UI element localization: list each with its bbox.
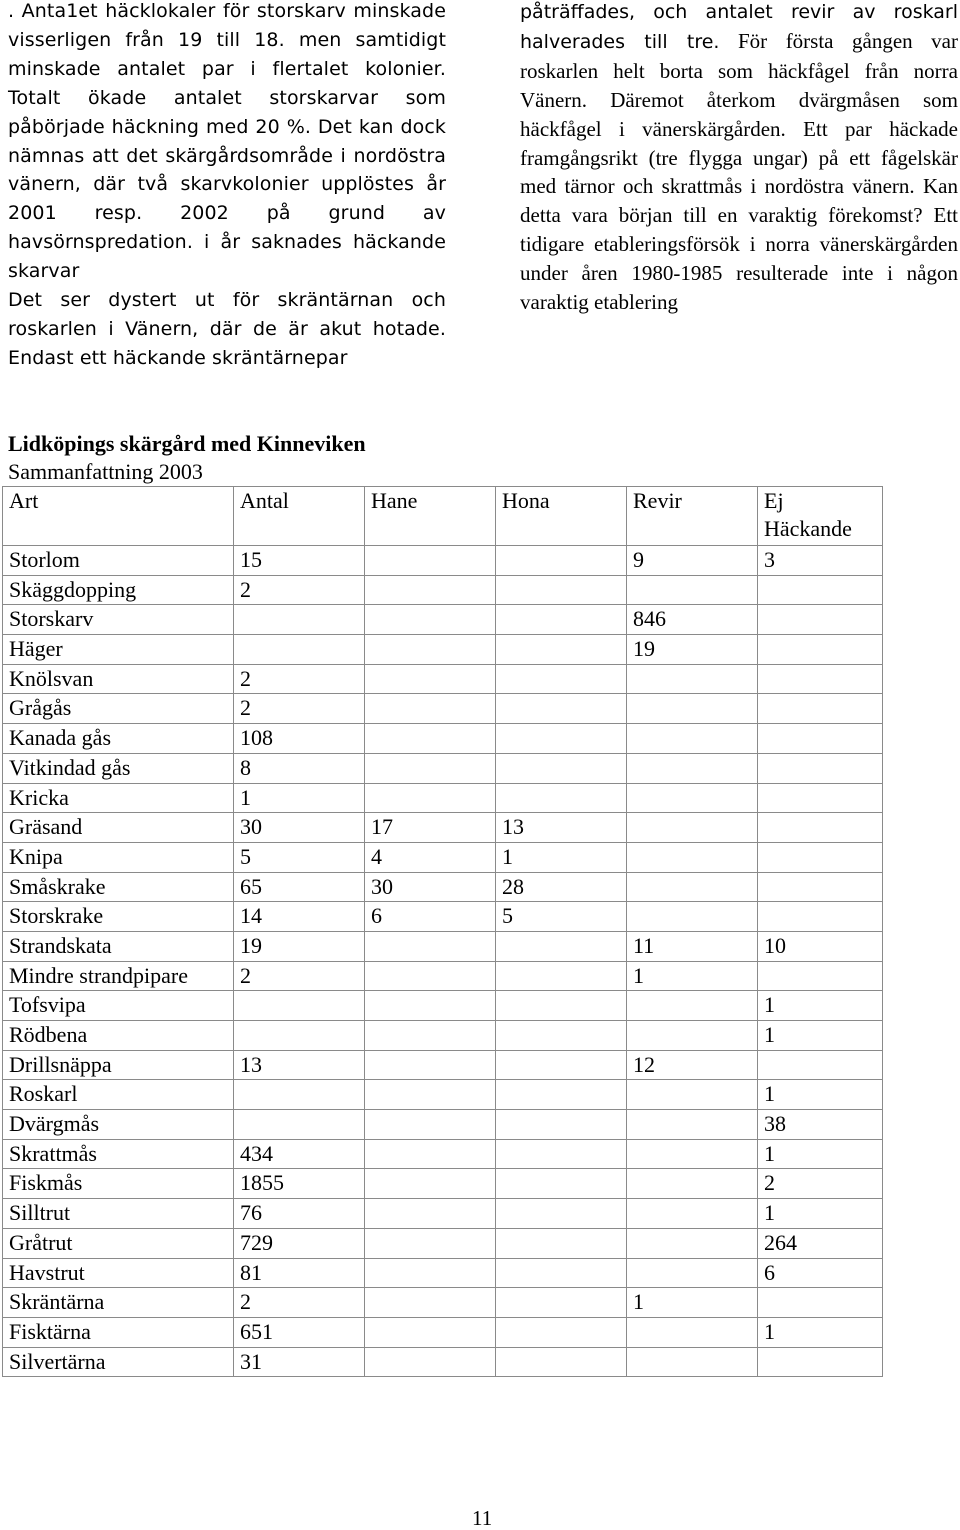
cell-revir [627, 1258, 758, 1288]
table-row [3, 575, 883, 605]
cell-art: Silltrut [3, 1199, 234, 1229]
cell-antal: 19 [234, 931, 365, 961]
cell-art: Storlom [3, 546, 234, 576]
cell-ej-hackande: 6 [758, 1258, 883, 1288]
cell-ej-hackande [758, 605, 883, 635]
cell-hane [365, 694, 496, 724]
header-ej-hackande [758, 487, 883, 546]
cell-ej-hackande: 264 [758, 1228, 883, 1258]
cell-ej-hackande [758, 1050, 883, 1080]
cell-hane [365, 753, 496, 783]
table-row [3, 1169, 883, 1199]
cell-art: Häger [3, 635, 234, 665]
cell-hona: 13 [496, 813, 627, 843]
table-row [3, 813, 883, 843]
table-row [3, 1110, 883, 1140]
table-row [3, 1080, 883, 1110]
cell-antal: 651 [234, 1317, 365, 1347]
cell-hona [496, 1199, 627, 1229]
cell-hona [496, 1288, 627, 1318]
cell-antal [234, 1021, 365, 1051]
cell-art: Grågås [3, 694, 234, 724]
cell-art: Kanada gås [3, 724, 234, 754]
cell-art: Knölsvan [3, 664, 234, 694]
cell-art: Skrattmås [3, 1139, 234, 1169]
cell-revir: 11 [627, 931, 758, 961]
cell-ej-hackande: 1 [758, 1317, 883, 1347]
cell-art: Vitkindad gås [3, 753, 234, 783]
cell-ej-hackande [758, 635, 883, 665]
cell-ej-hackande: 1 [758, 1199, 883, 1229]
cell-ej-hackande: 10 [758, 931, 883, 961]
cell-antal [234, 635, 365, 665]
cell-revir [627, 1110, 758, 1140]
cell-hane [365, 1021, 496, 1051]
cell-hane [365, 1228, 496, 1258]
cell-hona [496, 724, 627, 754]
cell-art: Mindre strandpipare [3, 961, 234, 991]
cell-ej-hackande: 38 [758, 1110, 883, 1140]
cell-art: Knipa [3, 842, 234, 872]
cell-hane [365, 724, 496, 754]
cell-hane [365, 1169, 496, 1199]
cell-hona [496, 605, 627, 635]
cell-revir [627, 1139, 758, 1169]
cell-antal [234, 1110, 365, 1140]
cell-antal: 108 [234, 724, 365, 754]
cell-hona [496, 1317, 627, 1347]
cell-art: Gräsand [3, 813, 234, 843]
cell-revir: 1 [627, 1288, 758, 1318]
cell-antal: 15 [234, 546, 365, 576]
cell-revir [627, 842, 758, 872]
cell-ej-hackande [758, 1288, 883, 1318]
cell-antal: 30 [234, 813, 365, 843]
cell-revir [627, 1317, 758, 1347]
table-row [3, 902, 883, 932]
section-title: Lidköpings skärgård med Kinneviken [8, 431, 366, 456]
cell-art: Kricka [3, 783, 234, 813]
cell-hane [365, 1080, 496, 1110]
cell-ej-hackande [758, 724, 883, 754]
cell-revir [627, 813, 758, 843]
cell-hane: 17 [365, 813, 496, 843]
cell-hane [365, 1258, 496, 1288]
cell-art: Gråtrut [3, 1228, 234, 1258]
cell-hona [496, 783, 627, 813]
cell-revir [627, 783, 758, 813]
cell-art: Småskrake [3, 872, 234, 902]
cell-hona [496, 1169, 627, 1199]
cell-antal: 2 [234, 664, 365, 694]
header-hona: Hona [496, 487, 627, 546]
header-hackande: Häckande [764, 516, 852, 541]
section-subtitle: Sammanfattning 2003 [8, 459, 203, 484]
cell-art: Fisktärna [3, 1317, 234, 1347]
right-text-column [520, 0, 958, 317]
cell-ej-hackande: 1 [758, 1021, 883, 1051]
table-body [3, 546, 883, 1377]
table-row [3, 694, 883, 724]
table-row [3, 783, 883, 813]
table-row [3, 1139, 883, 1169]
cell-art: Tofsvipa [3, 991, 234, 1021]
cell-hane [365, 1288, 496, 1318]
cell-antal: 81 [234, 1258, 365, 1288]
cell-antal: 13 [234, 1050, 365, 1080]
cell-hane [365, 991, 496, 1021]
header-ej: Ej [764, 488, 784, 513]
cell-revir: 19 [627, 635, 758, 665]
cell-hane [365, 1347, 496, 1377]
table-row [3, 842, 883, 872]
cell-antal: 1 [234, 783, 365, 813]
cell-art: Dvärgmås [3, 1110, 234, 1140]
cell-revir [627, 1228, 758, 1258]
table-row [3, 1050, 883, 1080]
cell-antal: 2 [234, 1288, 365, 1318]
left-paragraph-2: Det ser dystert ut för skräntärnan och roskarlen i Vänern, där de är akut hotade. Endast ett häckande skräntärnepar [8, 289, 446, 369]
cell-art: Silvertärna [3, 1347, 234, 1377]
table-row [3, 546, 883, 576]
header-revir: Revir [627, 487, 758, 546]
cell-hane [365, 961, 496, 991]
cell-hane: 4 [365, 842, 496, 872]
cell-ej-hackande: 2 [758, 1169, 883, 1199]
cell-art: Strandskata [3, 931, 234, 961]
cell-hona [496, 931, 627, 961]
table-row [3, 991, 883, 1021]
cell-ej-hackande [758, 664, 883, 694]
cell-revir [627, 1169, 758, 1199]
cell-antal: 434 [234, 1139, 365, 1169]
cell-revir: 1 [627, 961, 758, 991]
cell-ej-hackande [758, 575, 883, 605]
cell-hane [365, 664, 496, 694]
cell-antal: 31 [234, 1347, 365, 1377]
cell-hona [496, 1228, 627, 1258]
cell-art: Havstrut [3, 1258, 234, 1288]
table-row [3, 664, 883, 694]
cell-ej-hackande: 1 [758, 1139, 883, 1169]
cell-ej-hackande [758, 1347, 883, 1377]
cell-hona: 28 [496, 872, 627, 902]
cell-revir [627, 575, 758, 605]
page-number: 11 [472, 1506, 493, 1530]
cell-hona [496, 991, 627, 1021]
table-row [3, 1199, 883, 1229]
cell-ej-hackande [758, 813, 883, 843]
cell-revir [627, 1021, 758, 1051]
right-paragraph-serif: För första gången var roskarlen helt borta som häckfågel från norra Vänern. Däremot återkom dvärgmåsen som häckfågel i vänerskärgården. Ett par häckade framgångsrikt (tre flygga ungar) på ett fågelskär med tärnor och skrattmås i nordöstra vänern. Kan detta vara början till en varaktig förekomst? Ett tidigare etableringsförsök i norra vänerskärgården under åren 1980-1985 resulterade inte i någon varaktig etablering [520, 28, 958, 315]
cell-hona: 5 [496, 902, 627, 932]
cell-hane [365, 635, 496, 665]
table-row [3, 1317, 883, 1347]
cell-hane: 6 [365, 902, 496, 932]
header-hane: Hane [365, 487, 496, 546]
cell-antal: 14 [234, 902, 365, 932]
cell-ej-hackande: 1 [758, 1080, 883, 1110]
cell-ej-hackande [758, 842, 883, 872]
cell-hona [496, 694, 627, 724]
cell-antal: 2 [234, 575, 365, 605]
cell-art: Skäggdopping [3, 575, 234, 605]
cell-antal: 5 [234, 842, 365, 872]
header-antal: Antal [234, 487, 365, 546]
cell-hona: 1 [496, 842, 627, 872]
cell-revir: 9 [627, 546, 758, 576]
cell-hane [365, 783, 496, 813]
cell-revir [627, 991, 758, 1021]
cell-hane [365, 1317, 496, 1347]
cell-antal: 2 [234, 961, 365, 991]
cell-hona [496, 1110, 627, 1140]
cell-hane [365, 575, 496, 605]
cell-ej-hackande [758, 961, 883, 991]
cell-art: Skräntärna [3, 1288, 234, 1318]
cell-hona [496, 753, 627, 783]
cell-hona [496, 546, 627, 576]
cell-hane [365, 1199, 496, 1229]
cell-art: Drillsnäppa [3, 1050, 234, 1080]
cell-ej-hackande: 3 [758, 546, 883, 576]
cell-antal: 65 [234, 872, 365, 902]
cell-hane: 30 [365, 872, 496, 902]
cell-revir [627, 724, 758, 754]
cell-art: Roskarl [3, 1080, 234, 1110]
table-row [3, 1258, 883, 1288]
cell-ej-hackande [758, 783, 883, 813]
cell-revir: 846 [627, 605, 758, 635]
cell-hona [496, 635, 627, 665]
cell-revir [627, 872, 758, 902]
table-row [3, 753, 883, 783]
table-row [3, 635, 883, 665]
cell-art: Storskrake [3, 902, 234, 932]
cell-revir [627, 694, 758, 724]
left-text-column [8, 0, 446, 373]
cell-hona [496, 1080, 627, 1110]
table-row [3, 961, 883, 991]
cell-hane [365, 1139, 496, 1169]
cell-hane [365, 605, 496, 635]
cell-hona [496, 1347, 627, 1377]
cell-antal [234, 1080, 365, 1110]
table-row [3, 724, 883, 754]
cell-hona [496, 575, 627, 605]
cell-revir [627, 664, 758, 694]
right-paragraph-sans: påträffades, och antalet revir av roskarl halverades till tre. [520, 1, 958, 53]
left-paragraph-1: . Anta1et häcklokaler för storskarv minskade visserligen från 19 till 18. men samtidigt minskade antalet par i flertalet kolonier. Totalt ökade antalet storskarvar som påbörjade häckning med 20 %. Det kan dock nämnas att det skärgårdsområde i nordöstra vänern, där två skarvkolonier upplöstes år 2001 resp. 2002 på grund av havsörnspredation. i år saknades häckande skarvar [8, 0, 446, 283]
cell-hona [496, 1258, 627, 1288]
cell-hane [365, 546, 496, 576]
cell-hona [496, 664, 627, 694]
cell-antal: 2 [234, 694, 365, 724]
table-row [3, 1228, 883, 1258]
cell-revir: 12 [627, 1050, 758, 1080]
cell-ej-hackande [758, 753, 883, 783]
cell-hona [496, 1139, 627, 1169]
cell-art: Fiskmås [3, 1169, 234, 1199]
cell-art: Storskarv [3, 605, 234, 635]
species-summary-table [2, 486, 883, 1377]
table-header-row [3, 487, 883, 546]
cell-antal: 76 [234, 1199, 365, 1229]
cell-revir [627, 753, 758, 783]
cell-antal: 729 [234, 1228, 365, 1258]
table-row [3, 1288, 883, 1318]
table-row [3, 605, 883, 635]
right-paragraph [520, 0, 958, 317]
table-row [3, 872, 883, 902]
cell-art: Rödbena [3, 1021, 234, 1051]
cell-antal: 8 [234, 753, 365, 783]
cell-hona [496, 1050, 627, 1080]
cell-antal: 1855 [234, 1169, 365, 1199]
cell-revir [627, 1080, 758, 1110]
cell-revir [627, 1347, 758, 1377]
header-art: Art [3, 487, 234, 546]
cell-ej-hackande [758, 902, 883, 932]
cell-hane [365, 1110, 496, 1140]
table-row [3, 931, 883, 961]
table-row [3, 1347, 883, 1377]
cell-hane [365, 931, 496, 961]
cell-antal [234, 605, 365, 635]
cell-revir [627, 902, 758, 932]
cell-revir [627, 1199, 758, 1229]
cell-ej-hackande [758, 694, 883, 724]
cell-hona [496, 961, 627, 991]
cell-ej-hackande [758, 872, 883, 902]
cell-antal [234, 991, 365, 1021]
cell-hona [496, 1021, 627, 1051]
cell-hane [365, 1050, 496, 1080]
cell-ej-hackande: 1 [758, 991, 883, 1021]
table-row [3, 1021, 883, 1051]
